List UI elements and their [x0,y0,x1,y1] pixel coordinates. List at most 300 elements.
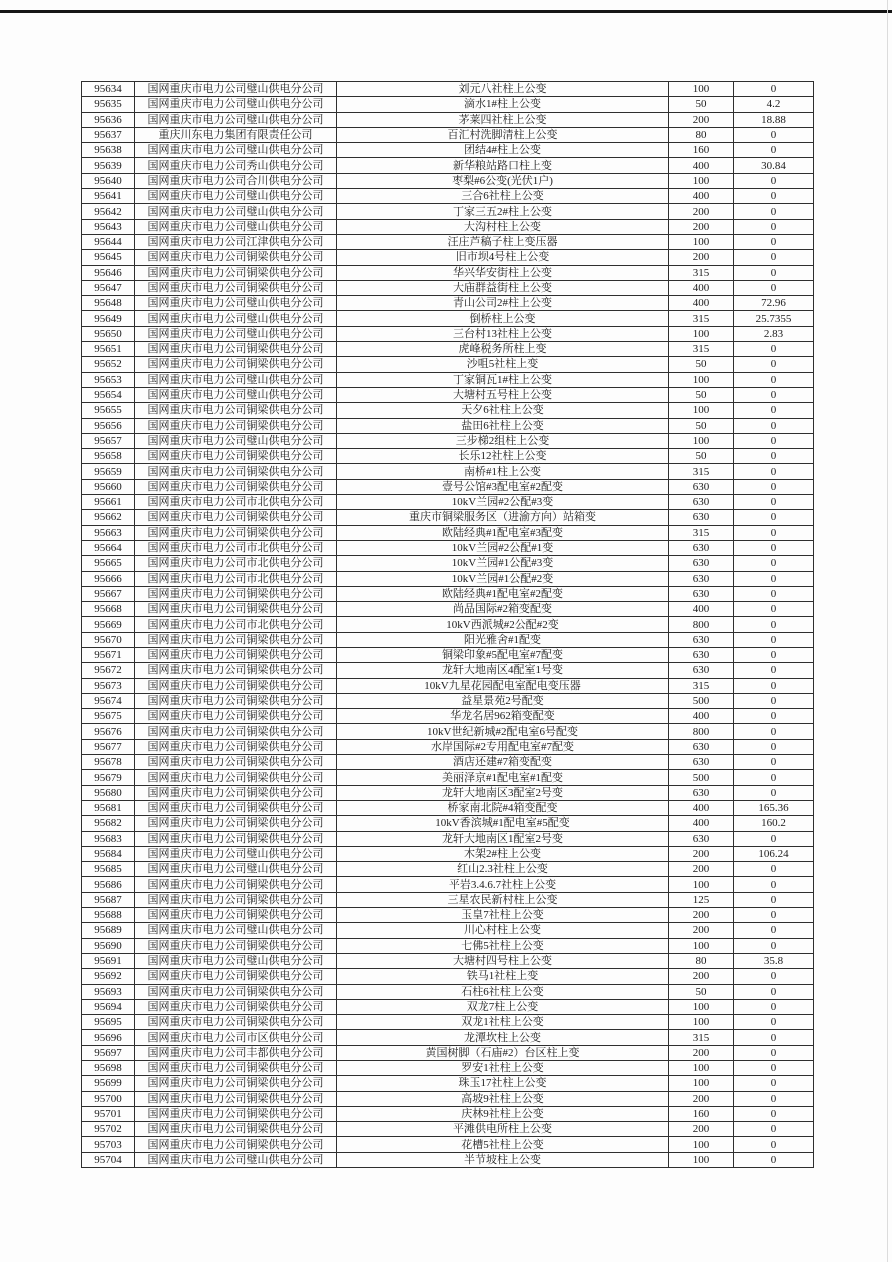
cell-station-name: 三台村13社柱上公变 [337,326,669,341]
cell-value: 0 [734,433,814,448]
cell-station-name: 大塘村四号柱上公变 [337,953,669,968]
table-row [82,127,814,142]
cell-station-name: 青山公司2#柱上公变 [337,296,669,311]
transformer-table-body [82,82,814,1168]
cell-id: 95677 [82,739,135,754]
cell-id: 95698 [82,1061,135,1076]
cell-company: 国网重庆市电力公司璧山供电分公司 [135,97,337,112]
cell-value: 0 [734,923,814,938]
cell-capacity: 500 [669,693,734,708]
table-row [82,831,814,846]
table-row [82,250,814,265]
cell-station-name: 三星农民新村柱上公变 [337,892,669,907]
cell-id: 95672 [82,663,135,678]
cell-company: 国网重庆市电力公司璧山供电分公司 [135,372,337,387]
cell-value: 0 [734,617,814,632]
cell-capacity: 100 [669,938,734,953]
table-row [82,816,814,831]
cell-station-name: 木架2#柱上公变 [337,846,669,861]
cell-id: 95648 [82,296,135,311]
cell-value: 0 [734,862,814,877]
cell-value: 0 [734,525,814,540]
cell-value: 0 [734,372,814,387]
cell-capacity: 400 [669,296,734,311]
cell-id: 95673 [82,678,135,693]
cell-capacity: 100 [669,82,734,97]
cell-company: 国网重庆市电力公司铜梁供电分公司 [135,678,337,693]
cell-station-name: 天夕6社柱上公变 [337,403,669,418]
table-row [82,1030,814,1045]
cell-company: 国网重庆市电力公司铜梁供电分公司 [135,785,337,800]
cell-capacity: 630 [669,755,734,770]
table-row [82,433,814,448]
table-row [82,479,814,494]
table-row [82,112,814,127]
cell-station-name: 平岩3.4.6.7社柱上公变 [337,877,669,892]
cell-value: 0 [734,82,814,97]
cell-id: 95681 [82,800,135,815]
cell-station-name: 10kV兰园#2公配#3变 [337,495,669,510]
cell-company: 国网重庆市电力公司铜梁供电分公司 [135,265,337,280]
cell-station-name: 汪庄芦稿子柱上变压器 [337,234,669,249]
cell-capacity: 200 [669,204,734,219]
table-row [82,999,814,1014]
cell-capacity: 400 [669,189,734,204]
cell-id: 95701 [82,1106,135,1121]
cell-id: 95658 [82,449,135,464]
cell-value: 0 [734,418,814,433]
cell-value: 0 [734,1076,814,1091]
cell-capacity: 200 [669,862,734,877]
cell-id: 95702 [82,1122,135,1137]
cell-company: 国网重庆市电力公司铜梁供电分公司 [135,877,337,892]
cell-id: 95699 [82,1076,135,1091]
cell-company: 国网重庆市电力公司璧山供电分公司 [135,387,337,402]
table-row [82,908,814,923]
cell-station-name: 玉皇7社柱上公变 [337,908,669,923]
cell-capacity: 160 [669,1106,734,1121]
cell-capacity: 630 [669,663,734,678]
cell-value: 0 [734,969,814,984]
cell-capacity: 630 [669,586,734,601]
cell-station-name: 龙轩大地南区1配室2号变 [337,831,669,846]
cell-value: 0 [734,892,814,907]
cell-id: 95656 [82,418,135,433]
cell-value: 0 [734,663,814,678]
cell-station-name: 长乐12社柱上公变 [337,449,669,464]
cell-id: 95665 [82,556,135,571]
cell-station-name: 10kV兰园#1公配#2变 [337,571,669,586]
cell-id: 95642 [82,204,135,219]
cell-station-name: 重庆市铜梁服务区（进渝方向）站箱变 [337,510,669,525]
table-row [82,357,814,372]
cell-id: 95644 [82,234,135,249]
cell-value: 0 [734,250,814,265]
table-row [82,556,814,571]
cell-value: 4.2 [734,97,814,112]
table-row [82,143,814,158]
cell-capacity: 100 [669,1137,734,1152]
table-row [82,510,814,525]
cell-company: 国网重庆市电力公司铜梁供电分公司 [135,586,337,601]
cell-id: 95661 [82,495,135,510]
cell-value: 0 [734,984,814,999]
cell-id: 95653 [82,372,135,387]
cell-company: 国网重庆市电力公司铜梁供电分公司 [135,755,337,770]
cell-id: 95669 [82,617,135,632]
cell-value: 160.2 [734,816,814,831]
cell-value: 0 [734,265,814,280]
cell-company: 国网重庆市电力公司璧山供电分公司 [135,219,337,234]
cell-capacity: 200 [669,1091,734,1106]
cell-capacity: 315 [669,342,734,357]
cell-id: 95651 [82,342,135,357]
cell-company: 国网重庆市电力公司铜梁供电分公司 [135,831,337,846]
cell-capacity: 100 [669,999,734,1014]
cell-value: 0 [734,831,814,846]
cell-value: 0 [734,127,814,142]
cell-capacity: 800 [669,724,734,739]
table-row [82,1137,814,1152]
table-row [82,632,814,647]
cell-company: 国网重庆市电力公司市北供电分公司 [135,617,337,632]
cell-company: 国网重庆市电力公司璧山供电分公司 [135,82,337,97]
cell-capacity: 50 [669,387,734,402]
cell-value: 0 [734,785,814,800]
cell-value: 0 [734,770,814,785]
cell-id: 95646 [82,265,135,280]
cell-company: 国网重庆市电力公司铜梁供电分公司 [135,525,337,540]
cell-station-name: 10kV九星花园配电室配电变压器 [337,678,669,693]
cell-capacity: 630 [669,556,734,571]
cell-value: 106.24 [734,846,814,861]
cell-capacity: 630 [669,831,734,846]
table-row [82,219,814,234]
cell-capacity: 100 [669,1152,734,1167]
cell-station-name: 新华粮站路口柱上变 [337,158,669,173]
cell-id: 95660 [82,479,135,494]
cell-capacity: 315 [669,265,734,280]
cell-company: 国网重庆市电力公司铜梁供电分公司 [135,1137,337,1152]
transformer-table [81,81,814,1168]
cell-capacity: 200 [669,1045,734,1060]
cell-station-name: 盐田6社柱上公变 [337,418,669,433]
cell-station-name: 欧陆经典#1配电室#2配变 [337,586,669,601]
cell-station-name: 黄国树脚（石庙#2）台区柱上变 [337,1045,669,1060]
cell-id: 95686 [82,877,135,892]
cell-value: 0 [734,510,814,525]
cell-capacity: 100 [669,433,734,448]
cell-station-name: 半节坡柱上公变 [337,1152,669,1167]
table-row [82,173,814,188]
table-row [82,678,814,693]
cell-company: 国网重庆市电力公司铜梁供电分公司 [135,403,337,418]
cell-company: 国网重庆市电力公司铜梁供电分公司 [135,724,337,739]
cell-capacity: 315 [669,1030,734,1045]
cell-station-name: 水岸国际#2专用配电室#7配变 [337,739,669,754]
table-row [82,770,814,785]
cell-id: 95700 [82,1091,135,1106]
cell-value: 0 [734,724,814,739]
cell-capacity: 315 [669,311,734,326]
cell-company: 国网重庆市电力公司璧山供电分公司 [135,143,337,158]
cell-capacity: 80 [669,127,734,142]
table-row [82,663,814,678]
cell-value: 0 [734,755,814,770]
cell-company: 国网重庆市电力公司丰都供电分公司 [135,1045,337,1060]
table-row [82,387,814,402]
cell-id: 95663 [82,525,135,540]
cell-value: 0 [734,1030,814,1045]
cell-company: 国网重庆市电力公司铜梁供电分公司 [135,739,337,754]
cell-value: 35.8 [734,953,814,968]
cell-company: 国网重庆市电力公司江津供电分公司 [135,234,337,249]
cell-capacity: 50 [669,449,734,464]
cell-capacity: 100 [669,1061,734,1076]
cell-id: 95655 [82,403,135,418]
cell-company: 国网重庆市电力公司铜梁供电分公司 [135,770,337,785]
cell-capacity: 50 [669,418,734,433]
cell-station-name: 红山2.3社柱上公变 [337,862,669,877]
cell-value: 2.83 [734,326,814,341]
cell-capacity: 100 [669,372,734,387]
cell-station-name: 茅莱四社柱上公变 [337,112,669,127]
cell-value: 0 [734,877,814,892]
cell-value: 25.7355 [734,311,814,326]
cell-company: 国网重庆市电力公司铜梁供电分公司 [135,663,337,678]
cell-station-name: 虎峰税务所柱上变 [337,342,669,357]
table-row [82,372,814,387]
table-row [82,693,814,708]
cell-capacity: 200 [669,112,734,127]
cell-station-name: 铜梁印象#5配电室#7配变 [337,647,669,662]
cell-id: 95695 [82,1015,135,1030]
cell-value: 0 [734,1015,814,1030]
cell-value: 0 [734,173,814,188]
cell-value: 0 [734,387,814,402]
cell-id: 95636 [82,112,135,127]
cell-value: 0 [734,204,814,219]
table-row [82,800,814,815]
cell-company: 国网重庆市电力公司铜梁供电分公司 [135,984,337,999]
table-row [82,540,814,555]
cell-station-name: 南桥#1柱上公变 [337,464,669,479]
cell-value: 0 [734,540,814,555]
cell-company: 国网重庆市电力公司铜梁供电分公司 [135,357,337,372]
cell-id: 95684 [82,846,135,861]
cell-capacity: 315 [669,525,734,540]
table-row [82,342,814,357]
table-row [82,1061,814,1076]
cell-capacity: 200 [669,250,734,265]
cell-station-name: 欧陆经典#1配电室#3配变 [337,525,669,540]
cell-capacity: 400 [669,158,734,173]
cell-station-name: 酒店还建#7箱变配变 [337,755,669,770]
cell-station-name: 双龙7柱上公变 [337,999,669,1014]
cell-capacity: 100 [669,326,734,341]
cell-capacity: 50 [669,984,734,999]
cell-company: 国网重庆市电力公司璧山供电分公司 [135,862,337,877]
cell-value: 0 [734,342,814,357]
cell-station-name: 大沟村柱上公变 [337,219,669,234]
cell-value: 0 [734,234,814,249]
cell-value: 0 [734,678,814,693]
cell-capacity: 630 [669,739,734,754]
cell-capacity: 315 [669,464,734,479]
table-row [82,265,814,280]
cell-capacity: 630 [669,510,734,525]
cell-company: 国网重庆市电力公司璧山供电分公司 [135,433,337,448]
table-row [82,938,814,953]
cell-station-name: 丁家铜瓦1#柱上公变 [337,372,669,387]
cell-company: 国网重庆市电力公司璧山供电分公司 [135,296,337,311]
table-row [82,846,814,861]
cell-station-name: 大塘村五号柱上公变 [337,387,669,402]
cell-company: 国网重庆市电力公司铜梁供电分公司 [135,709,337,724]
cell-value: 72.96 [734,296,814,311]
table-row [82,296,814,311]
cell-id: 95682 [82,816,135,831]
cell-capacity: 100 [669,403,734,418]
cell-id: 95662 [82,510,135,525]
cell-company: 国网重庆市电力公司璧山供电分公司 [135,923,337,938]
cell-capacity: 80 [669,953,734,968]
cell-id: 95688 [82,908,135,923]
cell-station-name: 滴水1#柱上公变 [337,97,669,112]
cell-company: 国网重庆市电力公司铜梁供电分公司 [135,693,337,708]
table-row [82,525,814,540]
cell-capacity: 500 [669,770,734,785]
cell-capacity: 630 [669,571,734,586]
cell-company: 国网重庆市电力公司铜梁供电分公司 [135,1091,337,1106]
cell-company: 国网重庆市电力公司铜梁供电分公司 [135,449,337,464]
table-row [82,892,814,907]
cell-capacity: 400 [669,800,734,815]
table-row [82,189,814,204]
cell-value: 0 [734,586,814,601]
cell-value: 0 [734,632,814,647]
cell-station-name: 高坡9社柱上公变 [337,1091,669,1106]
cell-station-name: 10kV兰园#1公配#3变 [337,556,669,571]
table-row [82,1152,814,1167]
cell-id: 95649 [82,311,135,326]
cell-capacity: 630 [669,540,734,555]
cell-station-name: 罗安1社柱上公变 [337,1061,669,1076]
cell-capacity: 400 [669,602,734,617]
cell-value: 0 [734,693,814,708]
cell-company: 国网重庆市电力公司铜梁供电分公司 [135,969,337,984]
cell-company: 国网重庆市电力公司铜梁供电分公司 [135,647,337,662]
table-row [82,418,814,433]
cell-id: 95697 [82,1045,135,1060]
table-row [82,495,814,510]
cell-station-name: 刘元八社柱上公变 [337,82,669,97]
cell-company: 国网重庆市电力公司铜梁供电分公司 [135,342,337,357]
cell-id: 95666 [82,571,135,586]
cell-capacity: 200 [669,1122,734,1137]
cell-station-name: 大庙群益街柱上公变 [337,280,669,295]
cell-station-name: 10kV世纪新城#2配电室6号配变 [337,724,669,739]
cell-id: 95647 [82,280,135,295]
cell-company: 国网重庆市电力公司铜梁供电分公司 [135,280,337,295]
cell-station-name: 桥家南北院#4箱变配变 [337,800,669,815]
cell-capacity: 200 [669,969,734,984]
table-row [82,709,814,724]
table-row [82,602,814,617]
cell-id: 95691 [82,953,135,968]
cell-station-name: 百汇村洗脚清柱上公变 [337,127,669,142]
cell-station-name: 美丽泽京#1配电室#1配变 [337,770,669,785]
table-row [82,877,814,892]
cell-value: 0 [734,908,814,923]
cell-value: 0 [734,1152,814,1167]
cell-company: 国网重庆市电力公司璧山供电分公司 [135,326,337,341]
table-row [82,464,814,479]
cell-capacity: 200 [669,219,734,234]
cell-capacity: 400 [669,280,734,295]
cell-id: 95680 [82,785,135,800]
table-row [82,1122,814,1137]
cell-company: 国网重庆市电力公司铜梁供电分公司 [135,464,337,479]
cell-station-name: 10kV香滨城#1配电室#5配变 [337,816,669,831]
cell-value: 18.88 [734,112,814,127]
cell-id: 95659 [82,464,135,479]
cell-value: 0 [734,479,814,494]
cell-company: 国网重庆市电力公司市区供电分公司 [135,1030,337,1045]
cell-company: 国网重庆市电力公司铜梁供电分公司 [135,1015,337,1030]
cell-capacity: 50 [669,357,734,372]
cell-station-name: 花槽5社柱上公变 [337,1137,669,1152]
cell-value: 0 [734,999,814,1014]
cell-station-name: 珠玉17社柱上公变 [337,1076,669,1091]
cell-id: 95685 [82,862,135,877]
cell-id: 95664 [82,540,135,555]
cell-company: 国网重庆市电力公司铜梁供电分公司 [135,250,337,265]
cell-station-name: 铁马1社柱上变 [337,969,669,984]
cell-value: 30.84 [734,158,814,173]
cell-station-name: 七佛5社柱上公变 [337,938,669,953]
page-right-edge-line [887,0,888,1262]
cell-station-name: 平滩供电所柱上公变 [337,1122,669,1137]
cell-value: 0 [734,189,814,204]
cell-company: 国网重庆市电力公司市北供电分公司 [135,556,337,571]
cell-capacity: 315 [669,678,734,693]
cell-id: 95704 [82,1152,135,1167]
cell-capacity: 100 [669,1015,734,1030]
cell-company: 国网重庆市电力公司市北供电分公司 [135,571,337,586]
table-row [82,647,814,662]
cell-station-name: 三步梯2组柱上公变 [337,433,669,448]
cell-capacity: 100 [669,877,734,892]
cell-station-name: 龙轩大地南区4配室1号变 [337,663,669,678]
table-row [82,204,814,219]
cell-capacity: 50 [669,97,734,112]
cell-company: 国网重庆市电力公司铜梁供电分公司 [135,418,337,433]
table-row [82,586,814,601]
page-top-rule [0,10,892,13]
cell-capacity: 630 [669,495,734,510]
table-row [82,923,814,938]
cell-capacity: 630 [669,479,734,494]
cell-id: 95634 [82,82,135,97]
cell-id: 95635 [82,97,135,112]
cell-id: 95703 [82,1137,135,1152]
cell-station-name: 10kV兰园#2公配#1变 [337,540,669,555]
table-row [82,311,814,326]
cell-value: 165.36 [734,800,814,815]
cell-value: 0 [734,938,814,953]
cell-id: 95687 [82,892,135,907]
